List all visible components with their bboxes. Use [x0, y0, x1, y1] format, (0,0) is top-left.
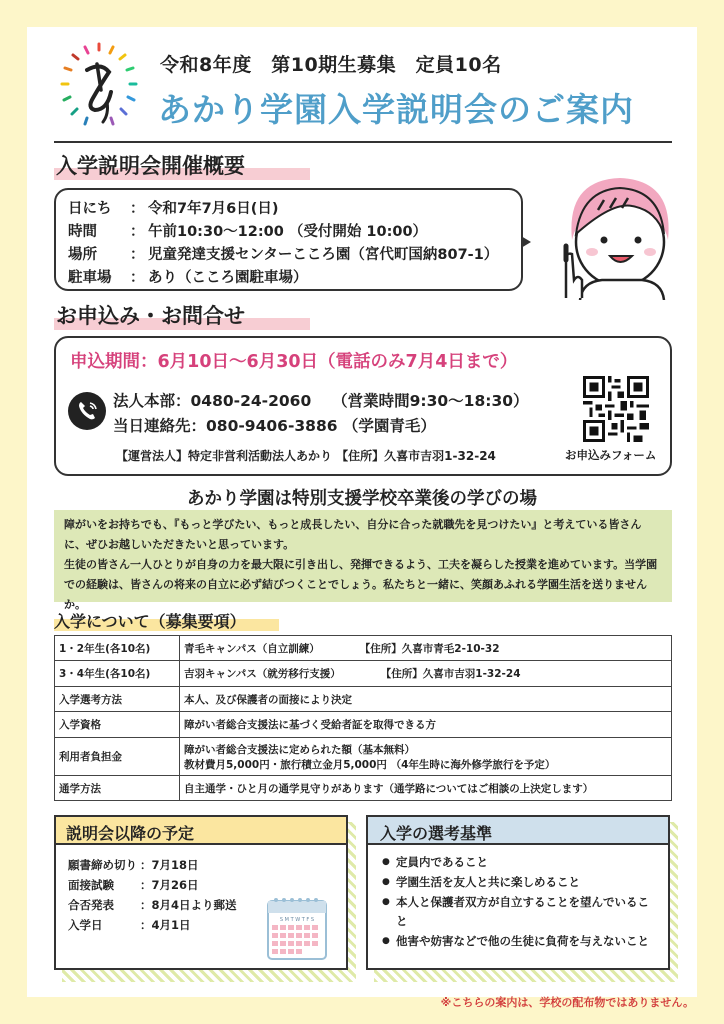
- operator-info: 【運営法人】特定非営利活動法人あかり 【住所】久喜市吉羽1-32-24: [116, 449, 496, 463]
- person-illustration: [552, 170, 684, 300]
- overview-row-parking: 駐車場 ： あり（こころ園駐車場）: [68, 270, 308, 286]
- mission-paragraph-2: 生徒の皆さん一人ひとりが自身の力を最大限に引き出し、発揮できるよう、工夫を凝らした授業を進めています。当学園での経験は、皆さんの将来の自立に必ず結びつくことでしょう。私たちと一緒に、笑顔あふれる学園生活を送りませんか。: [64, 558, 658, 611]
- criteria-heading: 入学の選考基準: [366, 815, 670, 845]
- requirements-table: [54, 635, 672, 801]
- schedule-box: [54, 815, 348, 970]
- overview-row-date: 日にち ： 令和7年7月6日(日): [68, 201, 279, 217]
- mission-paragraph-1: 障がいをお持ちでも、『もっと学びたい、もっと成長したい、自分に合った就職先を見つけたい』と考えている皆さんに、ぜひお越しいただきたいと思っています。: [64, 518, 642, 551]
- mission-title: あかり学園は特別支援学校卒業後の学びの場: [187, 489, 537, 509]
- list-item: ● 定員内であること: [382, 853, 658, 872]
- calendar-icon: [266, 895, 328, 961]
- akari-logo: [57, 40, 141, 132]
- list-item: ● 本人と保護者双方が自立することを望んでいること: [382, 893, 658, 931]
- list-item: ● 他害や妨害などで他の生徒に負荷を与えないこと: [382, 932, 658, 951]
- svg-text:S M T W T F S: S M T W T F S: [279, 917, 315, 923]
- overview-row-time: 時間 ： 午前10:30～12:00 （受付開始 10:00）: [68, 224, 428, 240]
- contact-heading: お申込み・お問合せ: [56, 304, 245, 328]
- list-item: ● 学園生活を友人と共に楽しめること: [382, 873, 658, 892]
- schedule-row: 合否発表 ：8月4日より郵送: [68, 898, 237, 912]
- phone-icon: [68, 392, 106, 430]
- contact-main-line: 法人本部：0480-24-2060 （営業時間9:30～18:30）: [113, 392, 529, 410]
- recruitment-subtitle: 令和8年度 第10期生募集 定員10名: [160, 54, 502, 76]
- overview-row-place: 場所 ： 児童発達支援センターこころ園（宮代町国納807-1）: [68, 247, 499, 263]
- requirements-heading: 入学について（募集要項）: [54, 612, 246, 631]
- qr-form-label: お申込みフォーム: [565, 448, 657, 462]
- table-row: 利用者負担金 障がい者総合支援法に定められた額（基本無料） 教材費月5,000円・旅行積立金月5,000円 （4年生時に海外修学旅行を予定）: [55, 738, 672, 776]
- qr-code-icon[interactable]: [583, 376, 649, 442]
- overview-bubble: [54, 188, 523, 291]
- schedule-row: 入学日 ：4月1日: [68, 918, 191, 932]
- schedule-row: 面接試験 ：7月26日: [68, 878, 199, 892]
- page-title: あかり学園入学説明会のご案内: [158, 90, 634, 129]
- header-divider: [54, 141, 672, 143]
- overview-heading: 入学説明会開催概要: [56, 154, 245, 178]
- table-row: 1・2年生(各10名) 青毛キャンパス（自立訓練） 【住所】久喜市青毛2-10-32: [55, 636, 672, 661]
- table-row: 入学選考方法 本人、及び保護者の面接により決定: [55, 687, 672, 712]
- contact-box: [54, 336, 672, 476]
- table-row: 通学方法 自主通学・ひと月の通学見守りがあります（通学路についてはご相談の上決定します）: [55, 776, 672, 801]
- criteria-list: [382, 853, 658, 952]
- mission-text-box: [54, 510, 672, 611]
- schedule-heading: 説明会以降の予定: [54, 815, 348, 845]
- distribution-notice: ※こちらの案内は、学校の配布物ではありません。: [440, 996, 694, 1009]
- application-period: 申込期間：6月10日～6月30日（電話のみ7月4日まで）: [70, 352, 518, 372]
- contact-dayof-line: 当日連絡先：080-9406-3886 （学園青毛）: [113, 417, 436, 435]
- criteria-box: [366, 815, 670, 970]
- schedule-row: 願書締め切り ：7月18日: [68, 858, 199, 872]
- table-row: 3・4年生(各10名) 吉羽キャンパス（就労移行支援） 【住所】久喜市吉羽1-32-24: [55, 661, 672, 687]
- bubble-tail: [521, 236, 531, 248]
- table-row: 入学資格 障がい者総合支援法に基づく受給者証を取得できる方: [55, 712, 672, 738]
